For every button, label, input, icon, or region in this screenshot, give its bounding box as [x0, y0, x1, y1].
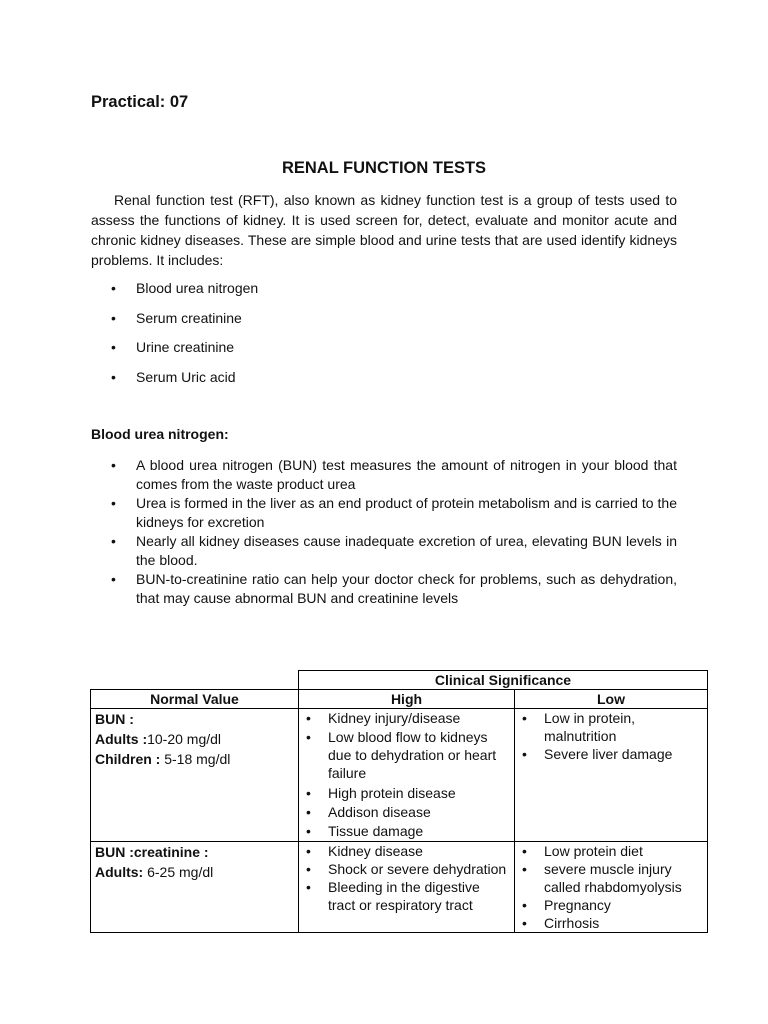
- list-item: • High protein disease: [306, 784, 456, 801]
- list-item: • Low in protein, malnutrition: [522, 710, 636, 744]
- list-item: • Urea is formed in the liver as an end product of protein metabolism and is carried to the kidneys for excretion: [111, 495, 677, 530]
- list-item: • Urine creatinine: [111, 339, 235, 356]
- list-item: • Low protein diet: [522, 843, 643, 860]
- list-item: • Severe liver damage: [522, 746, 673, 762]
- normal-value-cell: BUN : Adults :10-20 mg/dl Children : 5-18 mg/dl: [91, 709, 299, 842]
- list-item: • Serum creatinine: [111, 309, 242, 326]
- list-item: • Low blood flow to kidneys due to dehydration or heart failure: [306, 729, 497, 782]
- list-item: • Nearly all kidney diseases cause inadequate excretion of urea, elevating BUN levels in the blood.: [111, 533, 677, 568]
- table-header-row: [91, 690, 708, 709]
- list-item: • Addison disease: [306, 803, 431, 820]
- list-item: • Serum Uric acid: [111, 369, 236, 386]
- list-item: • Bleeding in the digestive tract or respiratory tract: [306, 879, 480, 914]
- list-item: • Blood urea nitrogen: [111, 280, 259, 296]
- table-row: [91, 842, 708, 933]
- low-cell: [515, 842, 708, 933]
- list-item: • severe muscle injury called rhabdomyolysis: [522, 861, 682, 896]
- list-item: • Tissue damage: [306, 823, 424, 840]
- table-group-header: Clinical Significance: [299, 671, 708, 690]
- column-header-low: Low: [515, 690, 708, 709]
- practical-number: Practical: 07: [91, 93, 189, 111]
- list-item: • Kidney disease: [306, 843, 423, 860]
- column-header-high: High: [299, 690, 515, 709]
- table-group-header-row: [91, 671, 708, 690]
- list-item: • Shock or severe dehydration: [306, 861, 507, 878]
- table-empty-corner: [91, 671, 299, 690]
- list-item: • Kidney injury/disease: [306, 710, 461, 726]
- low-cell: [515, 709, 708, 842]
- list-item: • Pregnancy: [522, 897, 611, 914]
- intro-paragraph: Renal function test (RFT), also known as kidney function test is a group of tests used to assess the functions of kidney. It is used screen for, detect, evaluate and monitor acute and chronic kidney diseases. These are simple blood and urine tests that are used identify kidneys problems. It includes:: [91, 192, 677, 268]
- page-title: RENAL FUNCTION TESTS: [281, 159, 487, 177]
- high-cell: [299, 709, 515, 842]
- normal-value-cell: BUN :creatinine : Adults: 6-25 mg/dl: [91, 842, 299, 933]
- list-item: • Cirrhosis: [522, 915, 600, 932]
- section-heading-bun: Blood urea nitrogen:: [91, 426, 229, 442]
- includes-list: [91, 278, 677, 397]
- table-row: [91, 709, 708, 842]
- bun-points-list: [91, 456, 677, 608]
- clinical-significance-table: [90, 670, 708, 933]
- high-cell: [299, 842, 515, 933]
- list-item: • A blood urea nitrogen (BUN) test measures the amount of nitrogen in your blood that comes from the waste product urea: [111, 457, 677, 492]
- list-item: • BUN-to-creatinine ratio can help your doctor check for problems, such as dehydration, that may cause abnormal BUN and creatinine levels: [111, 571, 677, 606]
- column-header-normal: Normal Value: [91, 690, 299, 709]
